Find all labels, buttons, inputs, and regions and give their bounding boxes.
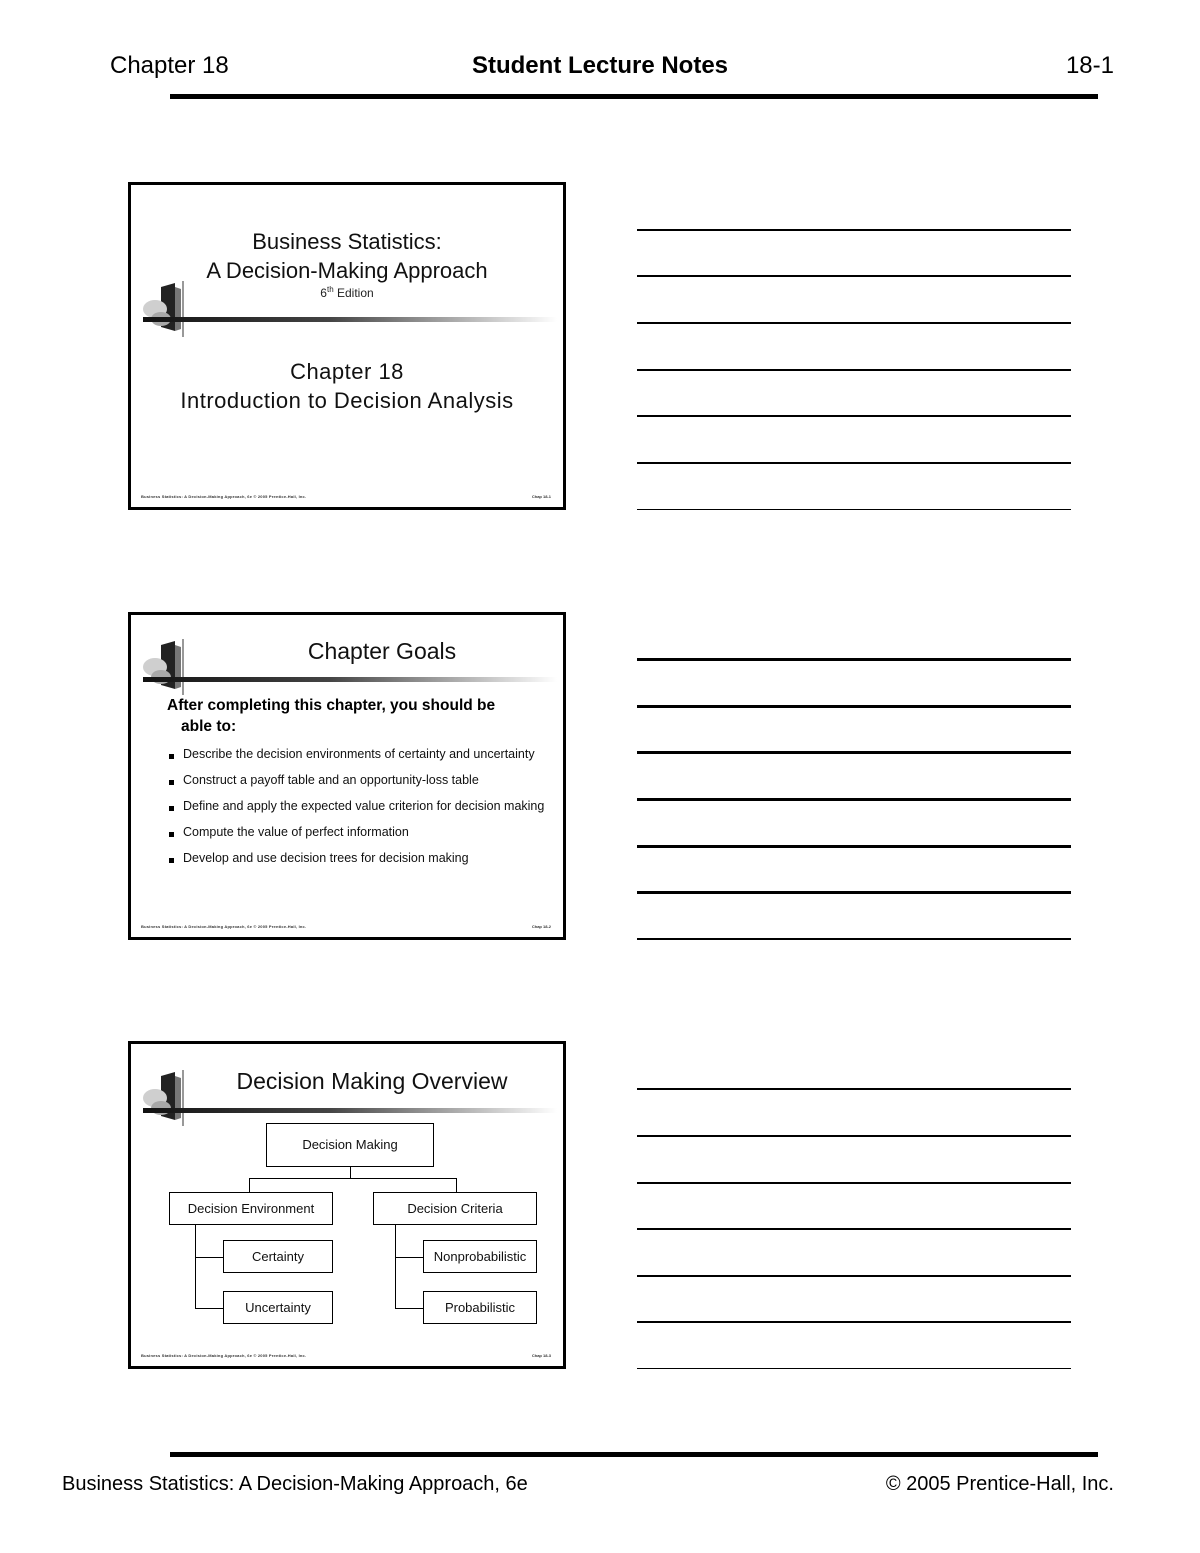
goal-item: Develop and use decision trees for decision making: [167, 849, 557, 868]
footer-book-title: Business Statistics: A Decision-Making Approach, 6e: [62, 1473, 528, 1495]
slide-1-rule: [143, 317, 557, 322]
connector: [195, 1257, 223, 1258]
note-line: [637, 938, 1071, 940]
slide-footer-number: Chap 18-2: [531, 924, 551, 929]
connector: [249, 1178, 250, 1192]
connector: [456, 1178, 457, 1192]
connector: [249, 1178, 457, 1179]
note-line: [637, 509, 1071, 510]
note-line: [637, 1135, 1071, 1137]
slide-1: [128, 182, 566, 510]
connector: [395, 1225, 396, 1309]
footer-copyright: © 2005 Prentice-Hall, Inc.: [885, 1473, 1114, 1495]
note-line: [637, 1275, 1071, 1277]
slide-1-edition: 6th Edition: [320, 285, 374, 300]
connector: [395, 1257, 423, 1258]
note-line: [637, 891, 1071, 894]
slide-footer-copyright: Business Statistics: A Decision-Making Approach, 6e © 2005 Prentice-Hall, Inc.: [141, 494, 307, 499]
goals-list: [167, 745, 557, 875]
note-line: [637, 1321, 1071, 1323]
note-line: [637, 1368, 1071, 1369]
slide-2-rule: [143, 677, 557, 682]
note-line: [637, 229, 1071, 231]
slide-footer-copyright: Business Statistics: A Decision-Making Approach, 6e © 2005 Prentice-Hall, Inc.: [141, 924, 307, 929]
note-line: [637, 845, 1071, 848]
header-chapter: Chapter 18: [110, 52, 229, 79]
node-nonprobabilistic: Nonprobabilistic: [423, 1240, 537, 1273]
connector: [195, 1308, 223, 1309]
connector: [195, 1225, 196, 1309]
slide-footer-number: Chap 18-1: [531, 494, 551, 499]
slide-3-title: Decision Making Overview: [236, 1068, 508, 1094]
note-line: [637, 705, 1071, 708]
note-line: [637, 1088, 1071, 1090]
node-certainty: Certainty: [223, 1240, 333, 1273]
leaf-logo-icon: [141, 639, 189, 695]
node-decision-making: Decision Making: [266, 1123, 434, 1167]
goal-item: Compute the value of perfect information: [167, 823, 557, 842]
header-rule: [170, 94, 1098, 99]
slide-1-book-title: Business Statistics: A Decision-Making Approach: [206, 229, 488, 283]
node-decision-environment: Decision Environment: [169, 1192, 333, 1225]
connector: [350, 1167, 351, 1178]
goal-item: Describe the decision environments of certainty and uncertainty: [167, 745, 557, 764]
footer-rule: [170, 1452, 1098, 1457]
note-line: [637, 658, 1071, 661]
goals-intro: After completing this chapter, you should be able to:: [167, 697, 496, 735]
note-line: [637, 369, 1071, 371]
slide-footer-number: Chap 18-3: [531, 1353, 551, 1358]
goal-item: Construct a payoff table and an opportunity-loss table: [167, 771, 557, 790]
slide-1-chapter-title: Chapter 18 Introduction to Decision Analysis: [180, 359, 514, 413]
header-title: Student Lecture Notes: [471, 52, 729, 79]
slide-3-rule: [143, 1108, 557, 1113]
note-line: [637, 322, 1071, 324]
header-page-number: 18-1: [1065, 52, 1114, 79]
note-line: [637, 1228, 1071, 1230]
node-probabilistic: Probabilistic: [423, 1291, 537, 1324]
slide-footer-copyright: Business Statistics: A Decision-Making Approach, 6e © 2005 Prentice-Hall, Inc.: [141, 1353, 307, 1358]
slide-2-title: Chapter Goals: [307, 638, 457, 664]
note-line: [637, 751, 1071, 754]
note-line: [637, 275, 1071, 277]
slide-3: [128, 1041, 566, 1369]
node-decision-criteria: Decision Criteria: [373, 1192, 537, 1225]
goal-item: Define and apply the expected value criterion for decision making: [167, 797, 557, 816]
connector: [395, 1308, 423, 1309]
note-line: [637, 798, 1071, 801]
note-line: [637, 1182, 1071, 1184]
node-uncertainty: Uncertainty: [223, 1291, 333, 1324]
slide-2: [128, 612, 566, 940]
note-line: [637, 415, 1071, 417]
note-line: [637, 462, 1071, 464]
